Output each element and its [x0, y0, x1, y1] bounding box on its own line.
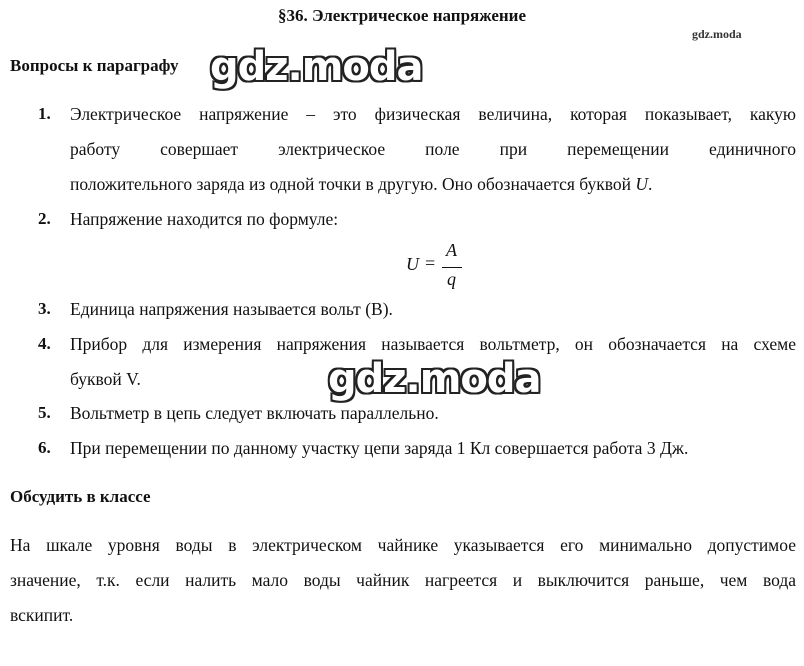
answer-4-line-1: Прибор для измерения напряжения называется вольтметр, он обозначается на схеме	[70, 334, 796, 354]
discussion-line-1: На шкале уровня воды в электрическом чайнике указывается его минимально допустимое	[10, 535, 796, 555]
voltage-formula	[400, 240, 480, 296]
discussion-heading: Обсудить в классе	[10, 487, 151, 506]
answer-2-number: 2.	[38, 209, 51, 228]
page-title: §36. Электрическое напряжение	[277, 6, 527, 25]
answer-3-text: Единица напряжения называется вольт (В).	[70, 299, 393, 319]
formula-numerator: A	[446, 240, 457, 260]
formula-denominator: q	[447, 269, 456, 289]
answer-3-number: 3.	[38, 299, 51, 318]
site-label: gdz.moda	[692, 27, 742, 41]
formula-equals: =	[425, 253, 436, 273]
answer-5-text: Вольтметр в цепь следует включать параллельно.	[70, 403, 439, 423]
answer-2-text: Напряжение находится по формуле:	[70, 209, 339, 229]
watermark-top: gdz.moda	[210, 44, 423, 90]
answer-1-line-2: работу совершает электрическое поле при перемещении единичного	[70, 139, 796, 159]
answer-1-number: 1.	[38, 104, 51, 123]
answer-1-line-1: Электрическое напряжение – это физическая величина, которая показывает, какую	[70, 104, 796, 124]
answer-1-line-3	[70, 174, 796, 195]
answer-6-number: 6.	[38, 438, 51, 457]
answer-1-end: .	[648, 174, 653, 194]
formula-fraction-bar	[442, 267, 462, 268]
answer-4-line-2: буквой V.	[70, 369, 141, 389]
answer-6-text: При перемещении по данному участку цепи заряда 1 Кл совершается работа 3 Дж.	[70, 438, 689, 458]
questions-heading: Вопросы к параграфу	[10, 56, 179, 75]
watermark-middle: gdz.moda	[328, 356, 541, 402]
answer-4-number: 4.	[38, 334, 51, 353]
answer-1-symbol: U	[635, 174, 649, 194]
answer-5-number: 5.	[38, 403, 51, 422]
discussion-line-2: значение, т.к. если налить мало воды чайник нагреется и выключится раньше, чем вода	[10, 570, 796, 590]
discussion-line-3: вскипит.	[10, 605, 74, 625]
answer-1-line-3-text: положительного заряда из одной точки в другую. Оно обозначается буквой	[70, 174, 632, 194]
formula-lhs: U	[406, 254, 419, 274]
